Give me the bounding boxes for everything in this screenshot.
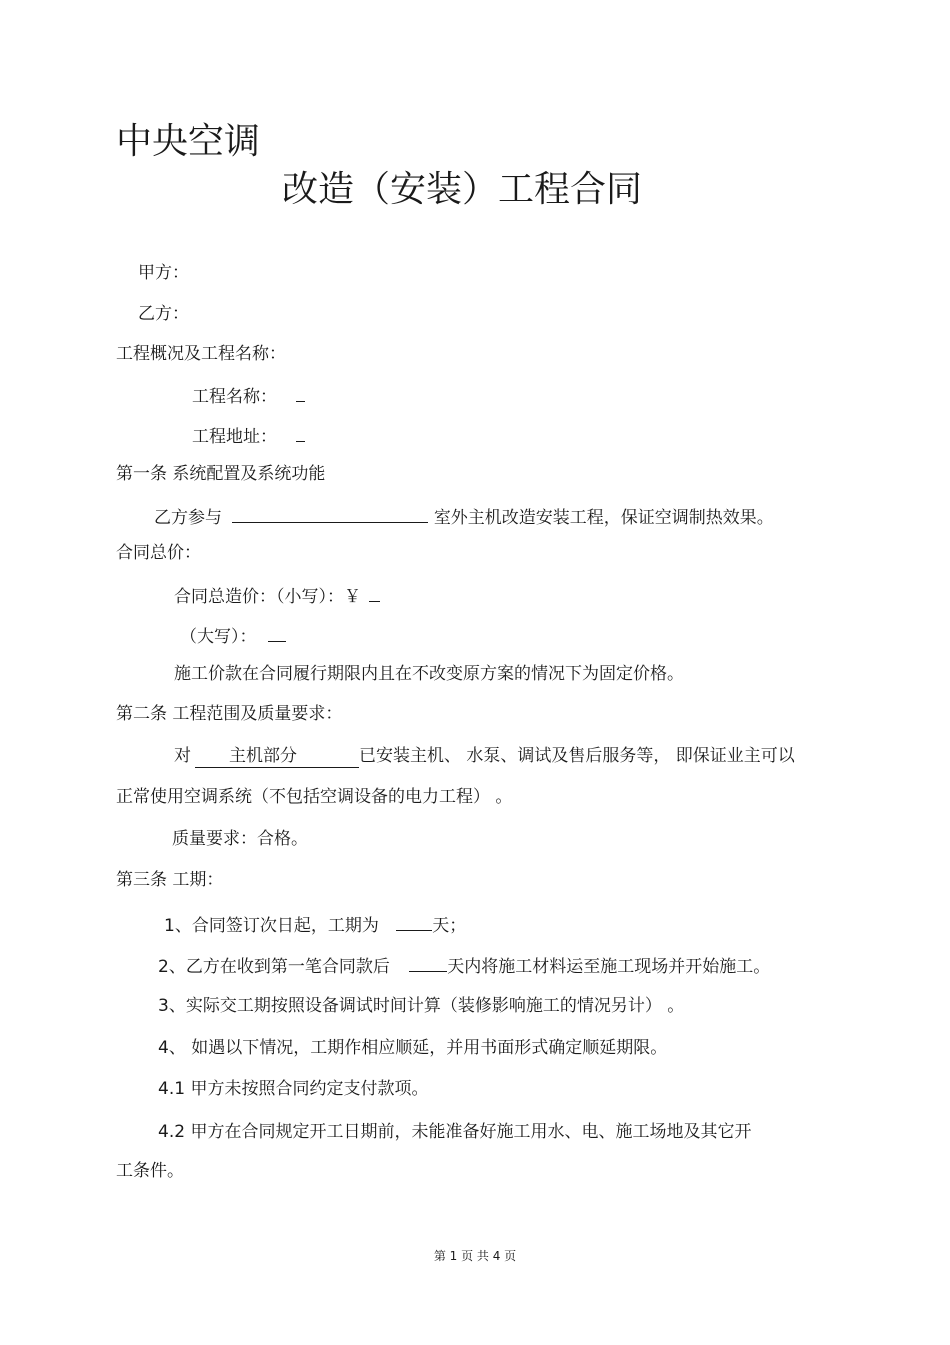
project-name-label: 工程名称： [192,387,277,407]
item-4: 4、 如遇以下情况，工期作相应顺延，并用书面形式确定顺延期限。 [158,1038,668,1058]
article-2-paragraph [174,745,795,768]
price-small-row [174,583,380,608]
price-small-label: 合同总造价：（小写）：￥ [174,587,361,607]
article-1-paragraph [154,504,774,529]
item-1-text-pre: 1、合同签订次日起，工期为 [164,916,379,936]
project-name-blank [296,383,305,402]
overview-heading: 工程概况及工程名称： [116,344,286,364]
project-address-label: 工程地址： [192,427,277,447]
item-4-1: 4.1 甲方未按照合同约定支付款项。 [158,1079,429,1099]
item-4-2-continued: 工条件。 [116,1161,184,1181]
page-footer: 第 1 页 共 4 页 [433,1249,517,1263]
item-1-text-post: 天； [432,916,467,936]
item-4-2: 4.2 甲方在合同规定开工日期前，未能准备好施工用水、电、施工场地及其它开 [158,1122,752,1142]
project-address-blank [296,423,305,442]
item-2-text-pre: 2、乙方在收到第一笔合同款后 [158,957,390,977]
article-1-text-pre: 乙方参与 [154,508,222,528]
quality-requirement: 质量要求：合格。 [172,829,308,849]
item-1-blank [396,912,432,931]
article-2-heading: 第二条 工程范围及质量要求： [116,704,343,724]
title-line-2: 改造（安装）工程合同 [282,169,643,210]
article-2-underlined-text: 主机部分 [229,746,297,766]
price-fixed-text: 施工价款在合同履行期限内且在不改变原方案的情况下为固定价格。 [174,664,684,684]
article-1-heading: 第一条 系统配置及系统功能 [116,464,326,484]
article-2-text-post: 已安装主机、 水泵、调试及售后服务等， 即保证业主可以 [359,746,795,766]
item-1 [164,912,466,937]
item-2-blank [409,953,447,972]
project-address-row [192,423,305,448]
project-name-row [192,383,305,408]
article-2-underline [195,745,359,768]
total-price-heading: 合同总价： [116,543,201,563]
title-line-1: 中央空调 [116,121,261,162]
party-b-label: 乙方： [138,304,189,324]
price-big-row [180,623,286,648]
article-2-paragraph-line-2: 正常使用空调系统（不包括空调设备的电力工程） 。 [116,787,513,807]
price-small-blank [369,583,380,602]
price-big-blank [268,623,286,642]
article-3-heading: 第三条 工期： [116,870,224,890]
item-2-text-post: 天内将施工材料运至施工现场并开始施工。 [447,957,771,977]
item-2 [158,953,770,978]
price-big-label: （大写）： [180,627,257,647]
party-a-label: 甲方： [138,263,189,283]
article-2-text-pre: 对 [174,746,191,766]
article-1-blank [232,504,428,523]
article-1-text-post: 室外主机改造安装工程，保证空调制热效果。 [433,508,774,528]
item-3: 3、实际交工期按照设备调试时间计算（装修影响施工的情况另计） 。 [158,996,685,1016]
